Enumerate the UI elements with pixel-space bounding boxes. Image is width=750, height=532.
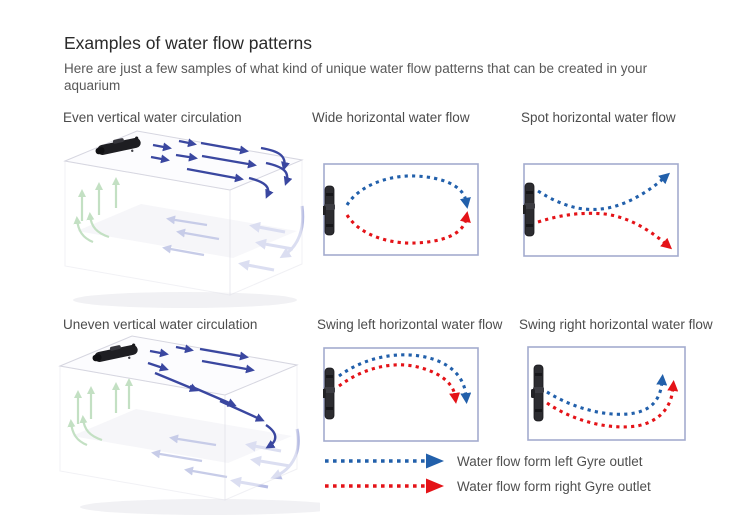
spot-horizontal-flow-diagram xyxy=(523,163,679,257)
tank-shadow xyxy=(80,499,320,515)
legend-label: Water flow form left Gyre outlet xyxy=(457,453,643,469)
gyre-pump-icon xyxy=(323,368,335,419)
label-spot-horizontal: Spot horizontal water flow xyxy=(521,110,676,125)
page-title: Examples of water flow patterns xyxy=(64,33,313,53)
aquarium-outline xyxy=(528,347,685,440)
label-swing-right: Swing right horizontal water flow xyxy=(519,317,713,332)
legend-label: Water flow form right Gyre outlet xyxy=(457,478,651,494)
swing-right-flow-diagram xyxy=(527,346,686,441)
wide-horizontal-flow-diagram xyxy=(323,163,479,256)
legend-item-right-outlet xyxy=(323,477,651,495)
legend-item-left-outlet xyxy=(323,452,651,470)
page-subtitle: Here are just a few samples of what kind of unique water flow patterns that can be created in your aquarium xyxy=(64,61,648,94)
red-dotted-arrow-icon xyxy=(323,477,447,495)
gyre-pump-icon xyxy=(323,186,335,235)
blue-dotted-arrow-icon xyxy=(323,452,447,470)
tank-uneven-vertical-illustration xyxy=(50,333,320,515)
aquarium-outline xyxy=(324,164,478,255)
tank-even-vertical-illustration xyxy=(55,128,325,308)
label-wide-horizontal: Wide horizontal water flow xyxy=(312,110,470,125)
gyre-pump-icon xyxy=(523,183,535,236)
tank-shadow xyxy=(73,292,297,308)
label-swing-left: Swing left horizontal water flow xyxy=(317,317,503,332)
legend xyxy=(323,452,651,502)
label-even-vertical: Even vertical water circulation xyxy=(63,110,242,125)
swing-left-flow-diagram xyxy=(323,347,479,442)
label-uneven-vertical: Uneven vertical water circulation xyxy=(63,317,258,332)
aquarium-outline xyxy=(324,348,478,441)
